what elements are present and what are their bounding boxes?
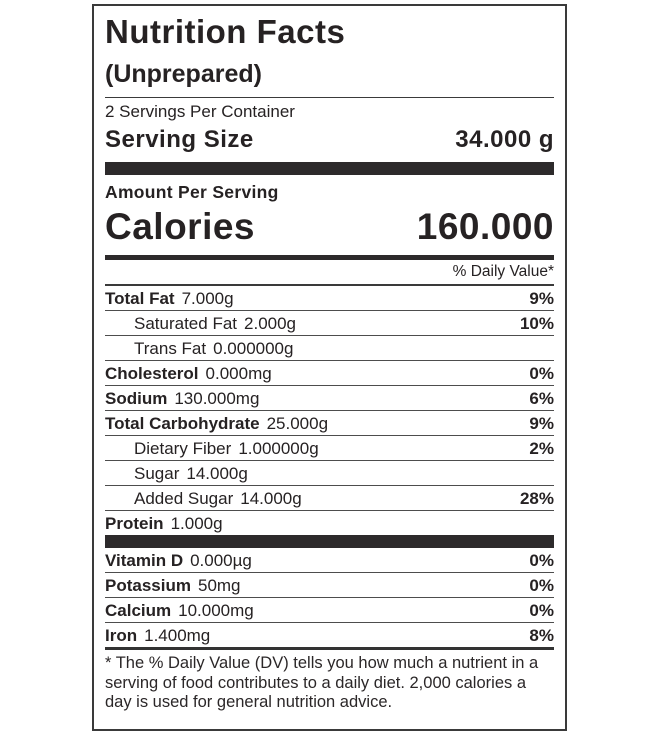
label-title: Nutrition Facts [105, 13, 346, 50]
preparation-state: (Unprepared) [105, 60, 554, 98]
nutrient-dv: 28% [519, 489, 554, 508]
nutrient-dv: 8% [529, 626, 554, 645]
nutrient-row-total-fat [105, 286, 554, 311]
servings-per-container: 2 Servings Per Container [105, 102, 295, 121]
nutrient-label: Vitamin D [105, 551, 184, 570]
nutrient-dv: 9% [529, 414, 554, 433]
nutrient-label: Iron [105, 626, 138, 645]
calories-row [105, 203, 554, 255]
calories-label: Calories [105, 206, 256, 247]
nutrient-row-saturated-fat [105, 311, 554, 336]
nutrient-label: Added Sugar [134, 489, 234, 508]
nutrient-label: Trans Fat [134, 339, 207, 358]
nutrient-amount: 1.400mg [144, 626, 211, 645]
nutrient-row-calcium [105, 598, 554, 623]
nutrient-dv: 0% [529, 551, 554, 570]
nutrient-row-sodium [105, 386, 554, 411]
nutrient-amount: 0.000mg [205, 364, 272, 383]
nutrient-label: Cholesterol [105, 364, 199, 383]
serving-size-label: Serving Size [105, 126, 254, 153]
nutrient-row-cholesterol [105, 361, 554, 386]
nutrient-label: Sodium [105, 389, 168, 408]
nutrient-label: Saturated Fat [134, 314, 238, 333]
nutrient-amount: 50mg [197, 576, 241, 595]
nutrient-dv: 9% [529, 289, 554, 308]
nutrient-row-sugar [105, 461, 554, 486]
amount-per-serving: Amount Per Serving [105, 182, 279, 202]
nutrient-row-trans-fat [105, 336, 554, 361]
nutrient-label: Total Carbohydrate [105, 414, 260, 433]
nutrient-row-iron [105, 623, 554, 650]
nutrient-dv: 0% [529, 601, 554, 620]
nutrient-amount: 0.000µg [190, 551, 252, 570]
nutrient-amount: 1.000000g [238, 439, 319, 458]
daily-value-footnote: * The % Daily Value (DV) tells you how much a nutrient in a serving of food contributes to a daily diet. 2,000 calories a day is used for general nutrition advice. [105, 654, 539, 711]
thick-separator-bottom [105, 535, 554, 548]
nutrient-dv: 0% [529, 364, 554, 383]
nutrient-row-dietary-fiber [105, 436, 554, 461]
nutrient-label: Potassium [105, 576, 191, 595]
nutrient-dv: 2% [529, 439, 554, 458]
nutrient-amount: 7.000g [181, 289, 234, 308]
daily-value-header: % Daily Value* [105, 260, 554, 286]
nutrition-facts-label [92, 4, 567, 731]
thick-separator-top [105, 162, 554, 175]
nutrient-row-protein [105, 511, 554, 535]
nutrient-amount: 130.000mg [174, 389, 260, 408]
nutrient-label: Sugar [134, 464, 180, 483]
nutrient-amount: 25.000g [266, 414, 329, 433]
nutrient-amount: 1.000g [170, 514, 223, 533]
nutrient-row-total-carbohydrate [105, 411, 554, 436]
serving-size-value: 34.000 g [455, 126, 554, 153]
nutrient-label: Dietary Fiber [134, 439, 232, 458]
nutrient-dv: 6% [529, 389, 554, 408]
serving-size-row [105, 124, 554, 162]
nutrient-amount: 14.000g [240, 489, 302, 508]
nutrient-label: Calcium [105, 601, 172, 620]
nutrient-amount: 2.000g [244, 314, 297, 333]
nutrient-label: Protein [105, 514, 164, 533]
nutrient-dv: 10% [519, 314, 554, 333]
nutrient-amount: 10.000mg [178, 601, 254, 620]
nutrient-row-added-sugar [105, 486, 554, 511]
nutrient-dv: 0% [529, 576, 554, 595]
nutrient-row-vitamin-d [105, 548, 554, 573]
nutrient-amount: 14.000g [186, 464, 248, 483]
calories-value: 160.000 [416, 206, 554, 247]
nutrient-amount: 0.000000g [213, 339, 294, 358]
nutrient-label: Total Fat [105, 289, 175, 308]
nutrient-row-potassium [105, 573, 554, 598]
